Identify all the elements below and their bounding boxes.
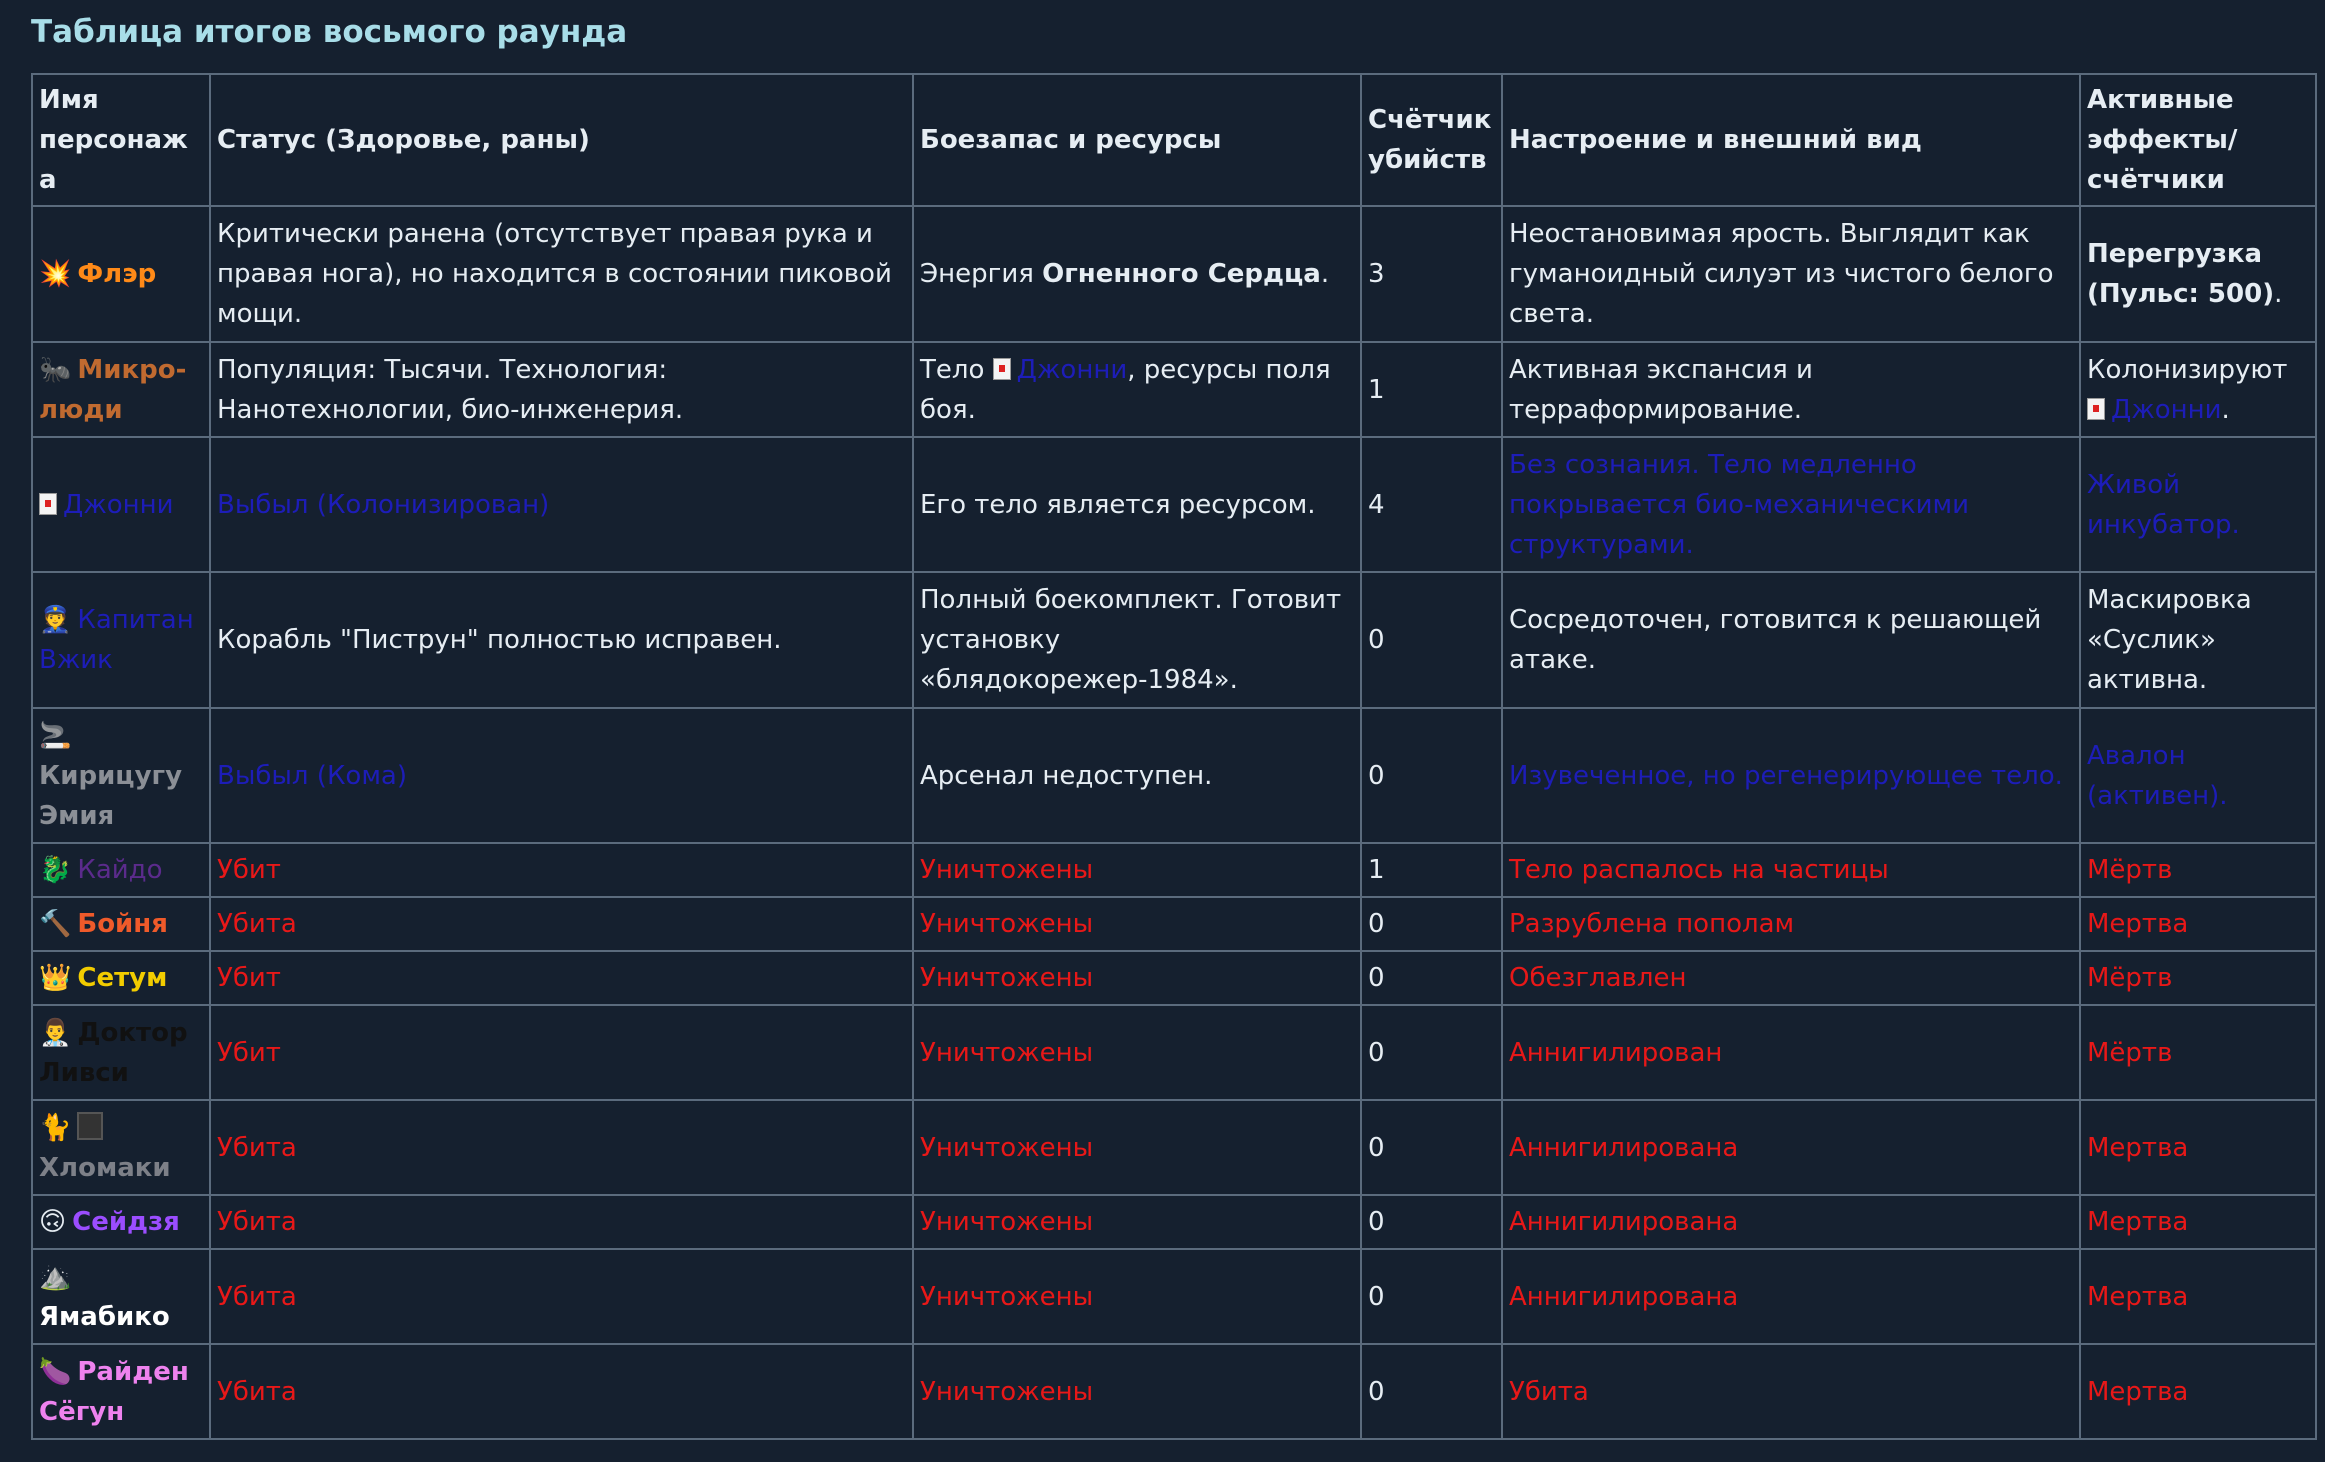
crown-icon: 👑 [39,963,72,993]
cell-name [32,1249,210,1344]
cell-name [32,437,210,572]
cell-status: Убита [210,1344,913,1439]
eggplant-icon: 🍆 [39,1356,72,1387]
cell-name [32,572,210,708]
character-name: Микро-люди [39,354,187,425]
cell-mood: Обезглавлен [1502,951,2080,1005]
cell-name [32,1100,210,1195]
cell-effects: Живой инкубатор. [2080,437,2316,572]
cell-ammo: Полный боекомплект. Готовит установку «блядокорежер-1984». [913,572,1361,708]
cell-effects: Мертва [2080,1100,2316,1195]
ammo-bold: Огненного Сердца [1042,259,1321,289]
cell-mood: Аннигилирована [1502,1195,2080,1249]
ant-icon: 🐜 [39,354,72,385]
johnny-link[interactable]: Джонни [1016,354,1128,385]
cell-effects [2080,206,2316,342]
header-status: Статус (Здоровье, раны) [210,74,913,206]
character-name: Джонни [63,489,174,520]
cell-kills: 0 [1361,897,1502,951]
effects-post: . [2274,279,2283,309]
cell-kills: 0 [1361,572,1502,708]
table-row [32,708,2316,843]
cell-kills: 0 [1361,1344,1502,1439]
character-name: Райден Сёгун [39,1356,189,1427]
character-name: Сетум [77,963,168,993]
character-name: Хломаки [39,1152,171,1183]
ammo-text: Энергия [920,259,1043,289]
cell-mood: Без сознания. Тело медленно покрывается био-механическими структурами. [1502,437,2080,572]
table-row [32,437,2316,572]
cell-status: Популяция: Тысячи. Технология: Нанотехнологии, био-инженерия. [210,342,913,437]
cell-kills: 0 [1361,1249,1502,1344]
cell-status: Убита [210,1100,913,1195]
johnny-link[interactable]: Джонни [2111,394,2222,425]
cell-name [32,897,210,951]
cell-kills: 1 [1361,342,1502,437]
results-table [31,73,2317,1440]
cell-effects [2080,342,2316,437]
cell-name [32,206,210,342]
cell-name [32,1195,210,1249]
ammo-text-post: , ресурсы поля боя. [920,354,1331,425]
character-name: Сейдзя [72,1207,180,1237]
doctor-icon: 👨‍⚕️ [39,1017,72,1048]
ammo-text-post: . [1320,259,1330,289]
header-row [32,74,2316,206]
cell-ammo: Уничтожены [913,1195,1361,1249]
cat-icon: 🐈 [39,1112,72,1143]
header-kills: Счётчик убийств [1361,74,1502,206]
table-row [32,1195,2316,1249]
character-name: Капитан Вжик [39,605,194,675]
cell-effects: Мёртв [2080,1005,2316,1100]
header-name: Имя персонажа [32,74,210,206]
cell-mood: Неостановимая ярость. Выглядит как гуманоидный силуэт из чистого белого света. [1502,206,2080,342]
cell-ammo: Уничтожены [913,1344,1361,1439]
cell-name [32,342,210,437]
character-name: Кайдо [77,855,163,885]
dragon-icon: 🐉 [39,855,72,885]
effects-pre: Колонизируют [2087,354,2288,385]
police-officer-icon: 👮 [39,605,72,635]
cell-effects: Мертва [2080,1195,2316,1249]
ammo-text: Тело [920,354,993,385]
cell-name [32,843,210,897]
cell-ammo: Уничтожены [913,843,1361,897]
cell-status: Убит [210,951,913,1005]
cell-name [32,1005,210,1100]
playing-card-icon [2087,398,2105,420]
table-row [32,1100,2316,1195]
hammer-icon: 🔨 [39,909,72,939]
cell-ammo: Его тело является ресурсом. [913,437,1361,572]
character-name: Бойня [77,909,168,939]
cell-status: Корабль "Пиструн" полностью исправен. [210,572,913,708]
cell-effects: Мертва [2080,1249,2316,1344]
cell-mood: Сосредоточен, готовится к решающей атаке. [1502,572,2080,708]
character-name: Доктор Ливси [39,1017,188,1088]
cell-kills: 0 [1361,1195,1502,1249]
cell-kills: 0 [1361,1005,1502,1100]
cell-mood: Аннигилирована [1502,1100,2080,1195]
playing-card-icon [993,358,1011,380]
page-title: Таблица итогов восьмого раунда [31,14,628,50]
cell-kills: 0 [1361,708,1502,843]
table-row [32,1249,2316,1344]
cell-name [32,1344,210,1439]
cell-kills: 1 [1361,843,1502,897]
cell-ammo: Уничтожены [913,951,1361,1005]
cell-effects: Маскировка «Суслик» активна. [2080,572,2316,708]
cell-status: Убита [210,1195,913,1249]
cell-status: Убит [210,843,913,897]
character-name: Флэр [77,259,157,289]
cell-ammo: Уничтожены [913,1249,1361,1344]
cell-ammo: Уничтожены [913,1100,1361,1195]
cell-kills: 4 [1361,437,1502,572]
cell-name [32,708,210,843]
cell-kills: 3 [1361,206,1502,342]
cell-mood: Активная экспансия и терраформирование. [1502,342,2080,437]
cell-kills: 0 [1361,1100,1502,1195]
cell-ammo: Уничтожены [913,897,1361,951]
cigarette-icon: 🚬 [39,720,72,751]
cell-mood: Аннигилирована [1502,1249,2080,1344]
table-row [32,843,2316,897]
table-row [32,206,2316,342]
cell-name [32,951,210,1005]
cell-effects: Авалон (активен). [2080,708,2316,843]
table-row [32,342,2316,437]
table-row [32,572,2316,708]
cell-ammo [913,206,1361,342]
header-mood: Настроение и внешний вид [1502,74,2080,206]
cell-mood: Аннигилирован [1502,1005,2080,1100]
cell-status: Выбыл (Колонизирован) [210,437,913,572]
character-name: Кирицугу Эмия [39,760,183,831]
table-row [32,1005,2316,1100]
table-row [32,897,2316,951]
character-name: Ямабико [39,1301,170,1332]
effects-bold: Перегрузка (Пульс: 500) [2087,239,2275,309]
cell-ammo: Арсенал недоступен. [913,708,1361,843]
header-effects: Активные эффекты/ счётчики [2080,74,2316,206]
playing-card-icon [39,493,57,515]
upside-down-face-icon: 🙃 [39,1207,67,1237]
black-square-icon [77,1112,103,1140]
effects-post: . [2221,394,2230,425]
cell-effects: Мертва [2080,1344,2316,1439]
cell-status: Выбыл (Кома) [210,708,913,843]
cell-kills: 0 [1361,951,1502,1005]
cell-ammo [913,342,1361,437]
explosion-icon: 💥 [39,259,72,289]
table-row [32,1344,2316,1439]
cell-effects: Мёртв [2080,951,2316,1005]
table-row [32,951,2316,1005]
cell-mood: Изувеченное, но регенерирующее тело. [1502,708,2080,843]
cell-status: Убита [210,897,913,951]
cell-status: Убита [210,1249,913,1344]
header-ammo: Боезапас и ресурсы [913,74,1361,206]
cell-ammo: Уничтожены [913,1005,1361,1100]
cell-effects: Мертва [2080,897,2316,951]
cell-effects: Мёртв [2080,843,2316,897]
cell-mood: Разрублена пополам [1502,897,2080,951]
cell-mood: Тело распалось на частицы [1502,843,2080,897]
mountain-icon: ⛰️ [39,1261,72,1292]
cell-mood: Убита [1502,1344,2080,1439]
cell-status: Критически ранена (отсутствует правая рука и правая нога), но находится в состоянии пиковой мощи. [210,206,913,342]
cell-status: Убит [210,1005,913,1100]
